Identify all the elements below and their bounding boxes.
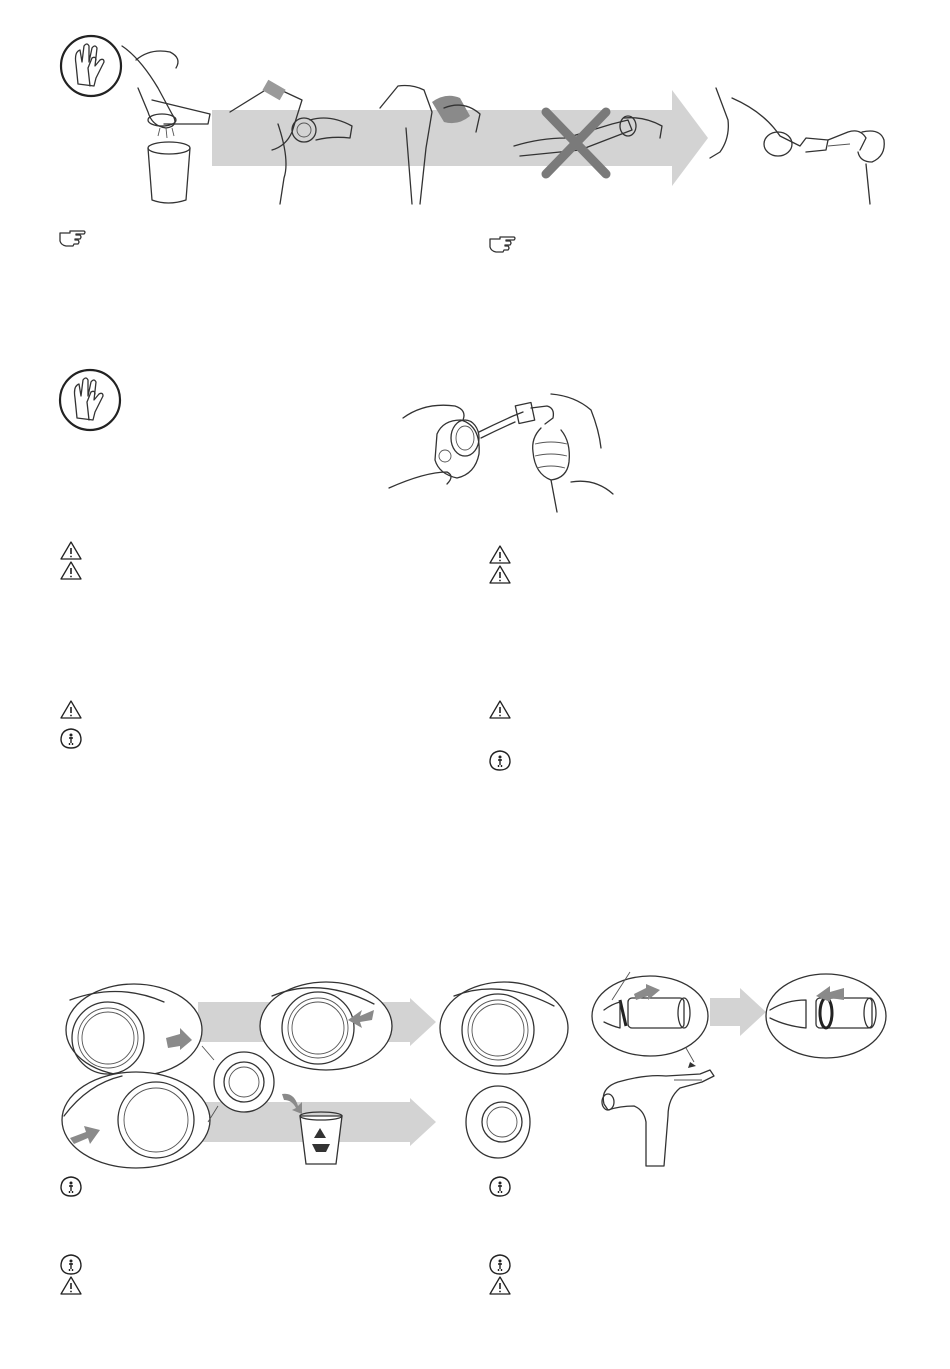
warning-triangle-icon (489, 565, 511, 584)
gloves-icon (61, 36, 121, 96)
person-safety-icon (60, 1176, 82, 1197)
person-safety-icon (60, 1254, 82, 1275)
seal-closeup-3 (440, 982, 568, 1074)
syringe-flush-illustration (385, 390, 615, 515)
gloves-icon (58, 368, 122, 432)
nozzle-closeup-1 (592, 972, 708, 1056)
seal-closeup-4 (62, 1072, 210, 1168)
nozzle-closeup-2 (766, 974, 886, 1058)
top-cleaning-illustration (40, 28, 920, 208)
nozzle-oring-illustration (590, 970, 890, 1170)
process-arrow (710, 988, 766, 1036)
hand-pointer-icon (58, 229, 88, 249)
seal-closeup-1 (66, 984, 202, 1076)
warning-triangle-icon (489, 700, 511, 719)
warning-triangle-icon (60, 561, 82, 580)
person-safety-icon (489, 750, 511, 771)
warning-triangle-icon (60, 1276, 82, 1295)
warning-triangle-icon (60, 700, 82, 719)
person-safety-icon (489, 1254, 511, 1275)
warning-triangle-icon (489, 545, 511, 564)
handpiece-over-cup-figure (122, 46, 210, 203)
handpiece-with-hose-figure (710, 88, 884, 204)
handpiece-figure (602, 1048, 714, 1166)
warning-triangle-icon (60, 541, 82, 560)
person-safety-icon (489, 1176, 511, 1197)
warning-triangle-icon (489, 1276, 511, 1295)
seal-replacement-illustration (58, 976, 578, 1176)
new-seal-figure (466, 1086, 530, 1158)
seal-closeup-2 (260, 982, 392, 1070)
person-safety-icon (60, 728, 82, 749)
hand-pointer-icon (488, 235, 518, 255)
